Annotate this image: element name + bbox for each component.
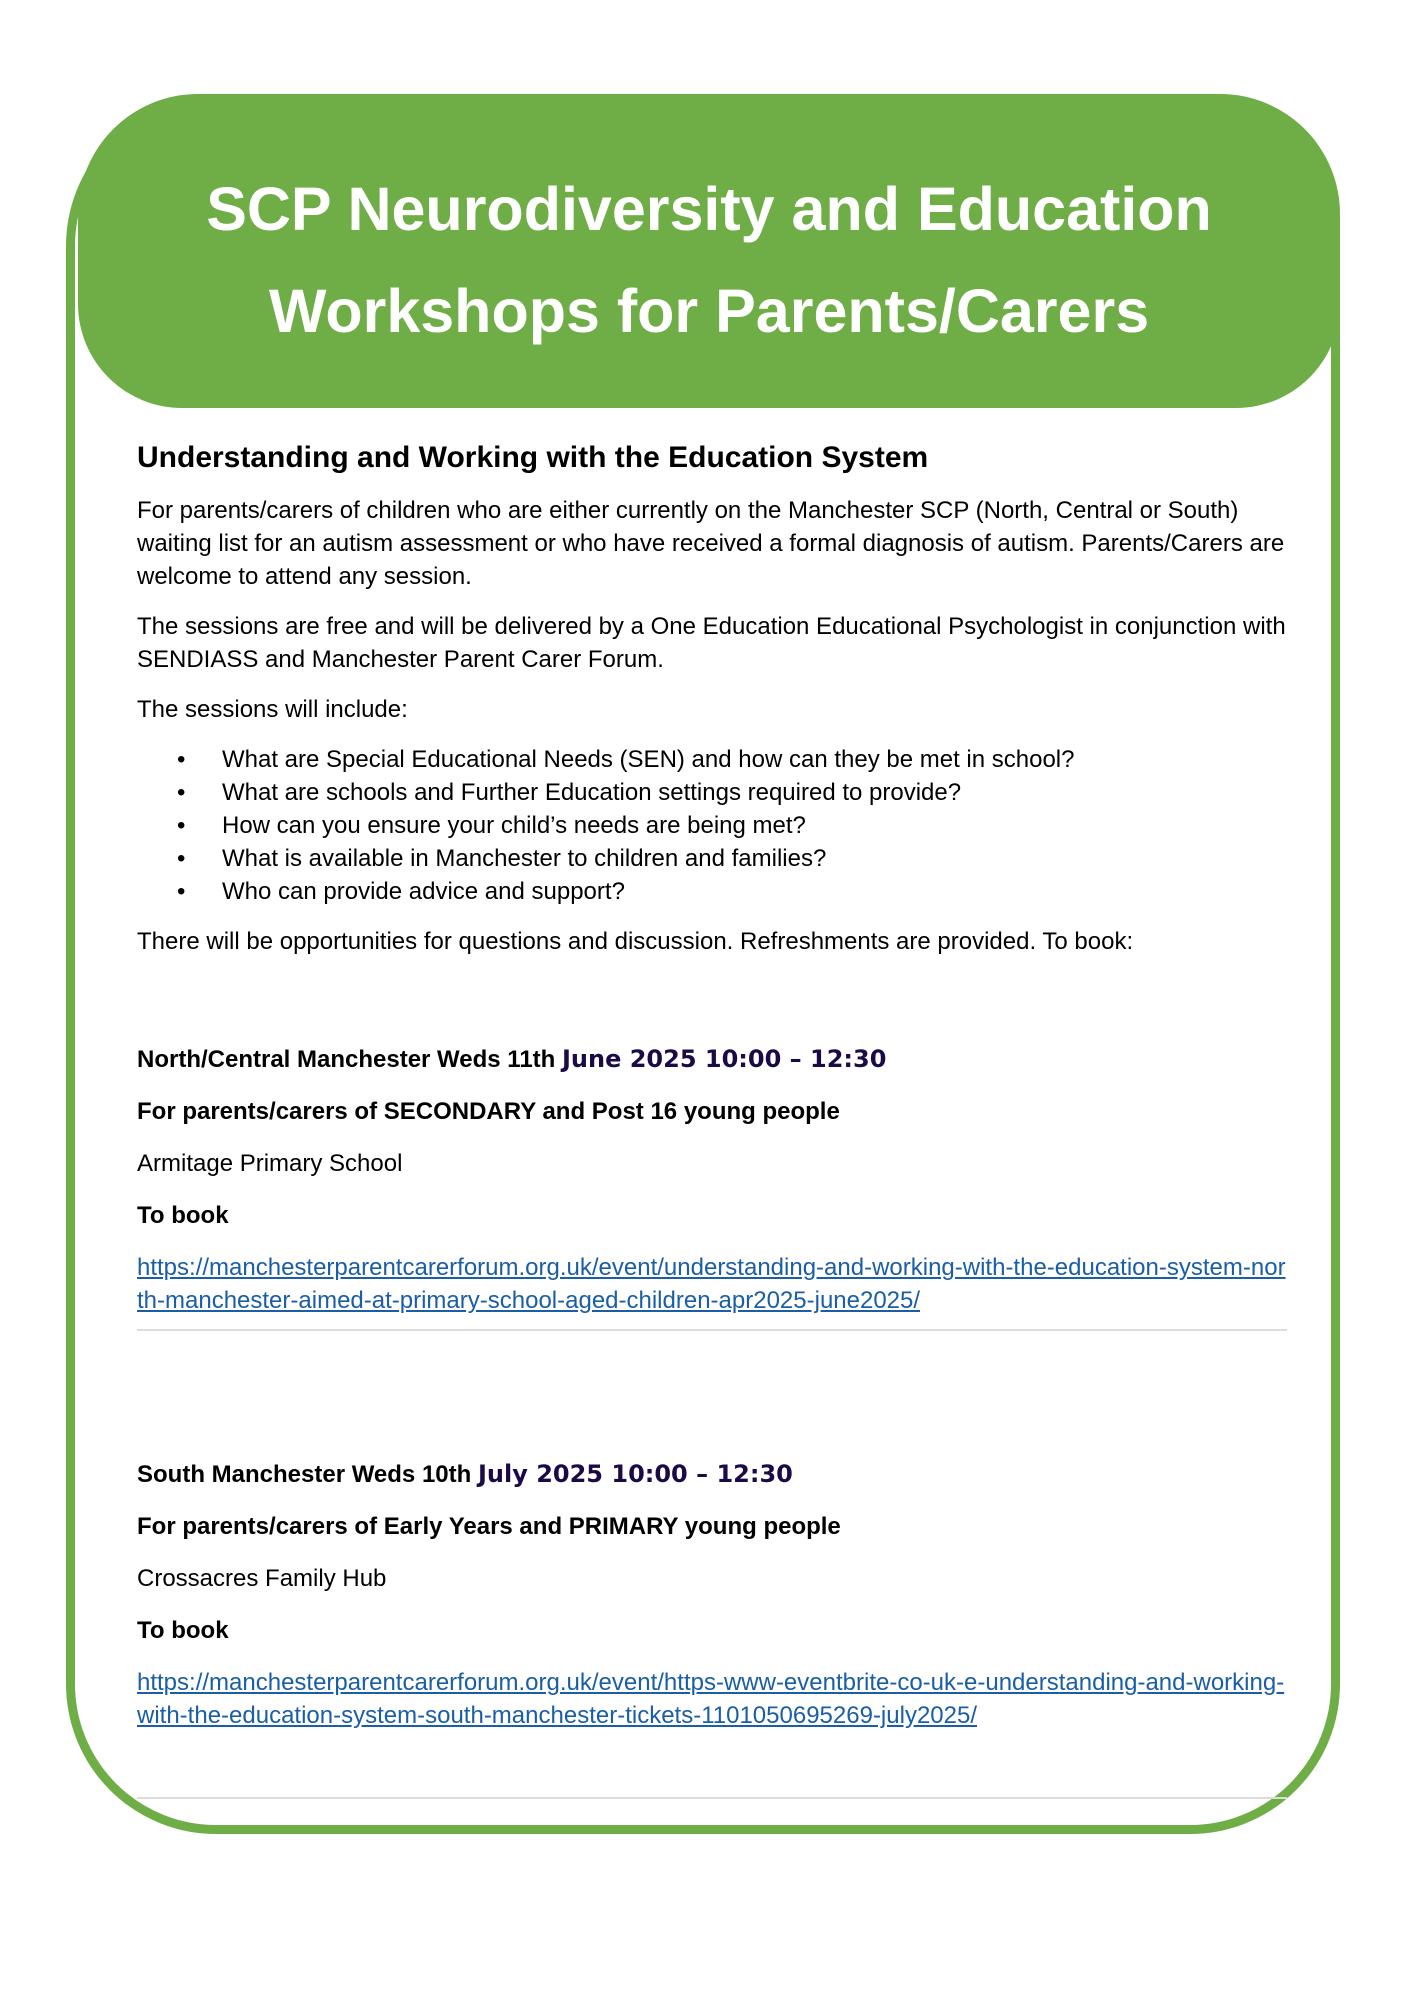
event-audience: For parents/carers of Early Years and PRIMARY young people xyxy=(137,1513,841,1540)
event-title xyxy=(137,1043,1287,1076)
list-item xyxy=(137,875,1287,908)
bullet-icon: • xyxy=(177,878,186,905)
topic-text: What is available in Manchester to children and families? xyxy=(222,845,827,872)
list-item xyxy=(137,776,1287,809)
bullet-icon: • xyxy=(177,779,186,806)
page-title xyxy=(78,158,1340,362)
divider xyxy=(137,1329,1287,1331)
event-book-label: To book xyxy=(137,1202,229,1229)
intro-paragraph-delivery: The sessions are free and will be delivered by a One Education Educational Psychologist in conjunction with SENDIASS and Manchester Parent Carer Forum. xyxy=(137,613,1286,673)
page-title-line-2: Workshops for Parents/Carers xyxy=(268,277,1150,345)
event-venue: Armitage Primary School xyxy=(137,1150,403,1177)
topic-text: What are schools and Further Education settings required to provide? xyxy=(222,779,962,806)
topics-list xyxy=(137,743,1287,908)
intro-paragraph-closing: There will be opportunities for questions and discussion. Refreshments are provided. To book: xyxy=(137,928,1134,955)
event-title-text: North/Central Manchester Weds 11th xyxy=(137,1046,562,1073)
section-heading: Understanding and Working with the Education System xyxy=(137,441,929,474)
event-venue: Crossacres Family Hub xyxy=(137,1565,387,1592)
event-booking-link[interactable]: https://manchesterparentcarerforum.org.uk/event/https-www-eventbrite-co-uk-e-understanding-and-working-with-the-education-system-south-manchester-tickets-1101050695269-july2025/ xyxy=(137,1669,1285,1729)
intro-paragraph-topics-lead: The sessions will include: xyxy=(137,696,408,723)
topic-text: How can you ensure your child’s needs are being met? xyxy=(222,812,806,839)
topic-text: What are Special Educational Needs (SEN) and how can they be met in school? xyxy=(222,746,1075,773)
event-north-central xyxy=(137,1043,1287,1317)
event-south xyxy=(137,1458,1287,1732)
topic-text: Who can provide advice and support? xyxy=(222,878,625,905)
page-title-line-1: SCP Neurodiversity and Education xyxy=(206,175,1212,243)
list-item xyxy=(137,842,1287,875)
bullet-icon: • xyxy=(177,746,186,773)
event-date-time: July 2025 10:00 – 12:30 xyxy=(477,1460,793,1488)
event-date-time: June 2025 10:00 – 12:30 xyxy=(562,1045,887,1073)
bullet-icon: • xyxy=(177,845,186,872)
bullet-icon: • xyxy=(177,812,186,839)
event-audience: For parents/carers of SECONDARY and Post 16 young people xyxy=(137,1098,840,1125)
intro-paragraph-eligibility: For parents/carers of children who are either currently on the Manchester SCP (North, Central or South) waiting list for an autism assessment or who have received a formal diagnosis of autism. Parents/Carers are welcome to attend any session. xyxy=(137,497,1285,590)
title-banner xyxy=(78,94,1340,408)
event-title-text: South Manchester Weds 10th xyxy=(137,1461,478,1488)
event-book-label: To book xyxy=(137,1617,229,1644)
divider xyxy=(137,1797,1287,1799)
list-item xyxy=(137,809,1287,842)
list-item xyxy=(137,743,1287,776)
event-booking-link[interactable]: https://manchesterparentcarerforum.org.uk/event/understanding-and-working-with-the-education-system-north-manchester-aimed-at-primary-school-aged-children-apr2025-june2025/ xyxy=(137,1254,1286,1314)
event-title xyxy=(137,1458,1287,1491)
main-content xyxy=(137,438,1287,975)
